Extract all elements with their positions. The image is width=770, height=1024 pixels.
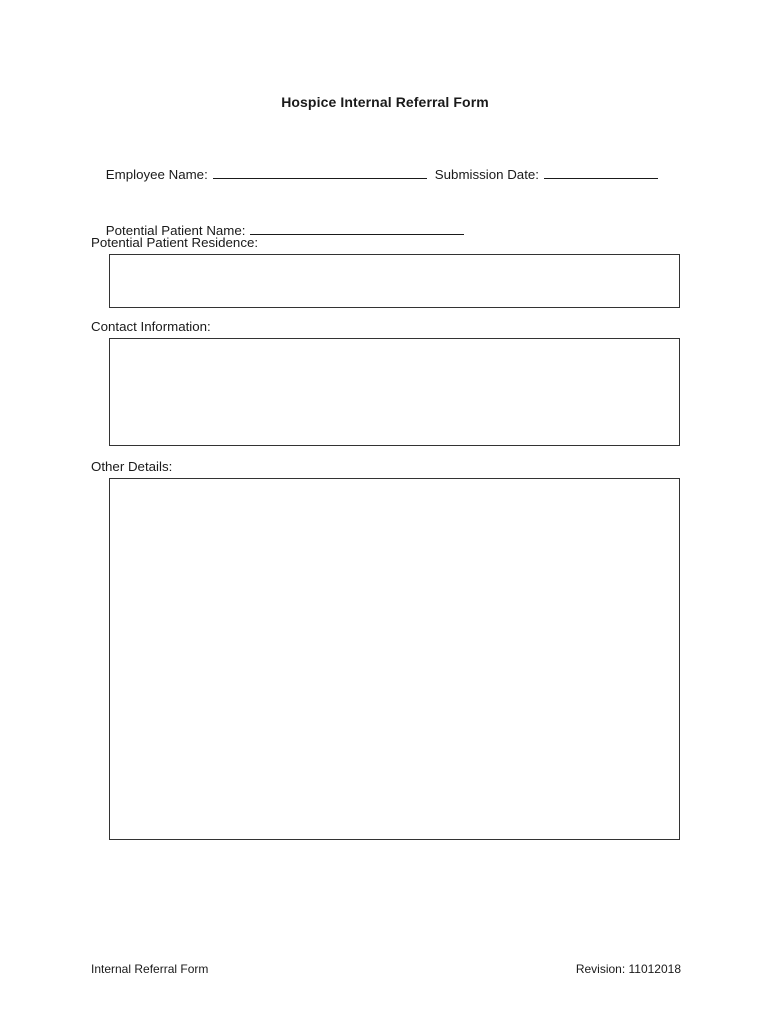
submission-date-field[interactable] [544, 166, 658, 179]
patient-name-field[interactable] [250, 222, 464, 235]
contact-box[interactable] [109, 338, 680, 446]
residence-label: Potential Patient Residence: [91, 235, 259, 250]
submission-date-label: Submission Date: [434, 167, 539, 182]
contact-label: Contact Information: [91, 319, 211, 334]
footer-revision: Revision: 11012018 [575, 962, 681, 976]
form-title: Hospice Internal Referral Form [281, 94, 489, 110]
residence-box[interactable] [109, 254, 680, 308]
patient-name-label: Potential Patient Name: [105, 223, 246, 238]
employee-name-field[interactable] [213, 166, 427, 179]
employee-submission-row [91, 151, 658, 197]
footer-form-name: Internal Referral Form [91, 962, 209, 976]
employee-name-label: Employee Name: [105, 167, 208, 182]
other-details-label: Other Details: [91, 459, 173, 474]
other-details-box[interactable] [109, 478, 680, 840]
